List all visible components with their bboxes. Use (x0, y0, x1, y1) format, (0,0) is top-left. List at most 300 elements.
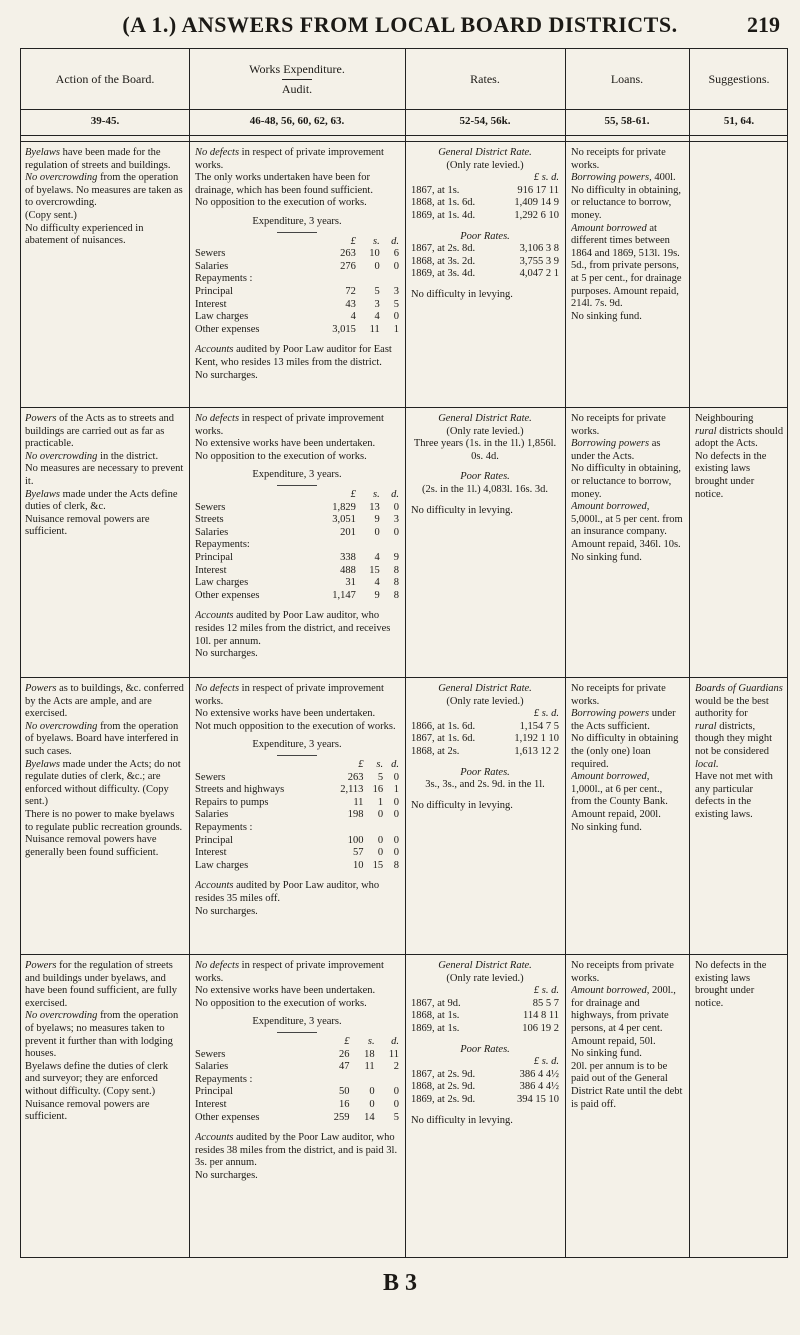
loans-line-emph: Amount borrowed, (571, 771, 650, 783)
works-line (195, 147, 399, 172)
expenditure-table: £ s. d. Sewers 263 10 6 Salaries 276 0 0 Repayments : Principal 72 5 3 Interest 43 3 5 Law charges 4 4 0 Other expenses 3,015 11 1 (195, 235, 399, 335)
expense-amount: 0 (393, 847, 399, 859)
col-head-loans: Loans. (610, 71, 644, 86)
action-line-text: from the operation of byelaws; no measures taken to prevent it further than with lodging houses. (25, 1010, 179, 1060)
expenditure-row (195, 1086, 399, 1099)
expense-amount: 15 (372, 859, 384, 871)
district-rate-text: Three years (1s. in the 1l.) 1,856l. 0s. 4d. (413, 438, 557, 462)
expense-amount: 1,147 (332, 589, 356, 601)
suggestion-line (695, 683, 785, 721)
expense-amount: 3,051 (332, 514, 356, 526)
rates-note: No difficulty in levying. (411, 288, 513, 300)
poor-rate-title: Poor Rates. (460, 766, 510, 778)
action-line-text: No measures are necessary to prevent it. (25, 463, 184, 487)
loans-line (571, 413, 683, 438)
expense-amount: 1 (377, 796, 384, 808)
col-divider (189, 49, 190, 1257)
works-line-text: No extensive works have been undertaken. (195, 438, 376, 450)
works-line-text: The only works undertaken have been for drainage, which has been found sufficient. (195, 172, 373, 196)
audit-line-text: No surcharges. (195, 369, 258, 381)
audit-line (195, 370, 399, 383)
rate-label: 1868, at 3s. 2d. (411, 255, 476, 267)
expense-amount (383, 822, 399, 835)
expense-amount: 4 (374, 551, 380, 563)
expense-amount: 8 (393, 589, 399, 601)
expense-amount (309, 539, 356, 552)
loans-line-emph: Borrowing powers, (571, 172, 652, 184)
action-line-text: have been made for the regulation of streets and buildings. (25, 147, 171, 171)
expense-amount: 9 (374, 589, 380, 601)
audit-line-text: audited by Poor Law auditor, who resides 35 miles off. (195, 880, 380, 904)
expenditure-row (195, 565, 399, 578)
expense-amount: 47 (339, 1061, 350, 1073)
suggestion-line (695, 721, 785, 759)
action-line (25, 683, 185, 721)
expenditure-title: Expenditure, 3 years. (252, 1016, 342, 1028)
rate-amount: 85 5 7 (532, 997, 559, 1009)
loans-line (571, 822, 683, 835)
rate-row (411, 733, 559, 746)
suggestions-cell (695, 413, 785, 501)
expenditure-row (195, 248, 399, 261)
loans-line (571, 311, 683, 324)
expense-amount: 263 (347, 771, 364, 783)
expenditure-row (195, 822, 399, 835)
rate-row (411, 998, 559, 1011)
audit-line-text: No surcharges. (195, 905, 258, 917)
action-line (25, 834, 185, 859)
rates-note: No difficulty in levying. (411, 799, 513, 811)
suggestion-line (695, 451, 785, 501)
expense-label: Repayments : (195, 821, 253, 833)
district-rate-table (411, 185, 559, 223)
expense-amount (356, 539, 380, 552)
rate-label: 1867, at 1s. 6d. (411, 733, 476, 745)
expense-label: Interest (195, 847, 227, 859)
ref-rates: 52-54, 56k. (459, 115, 511, 127)
expenditure-row (195, 286, 399, 299)
works-line-text: No extensive works have been undertaken. (195, 708, 376, 720)
expense-amount: 11 (369, 323, 380, 335)
expense-amount: 263 (340, 248, 356, 260)
expense-amount: 50 (339, 1086, 350, 1098)
audit-line (195, 880, 399, 905)
works-line-emph: No defects (195, 683, 240, 694)
expense-amount: 1 (393, 784, 399, 796)
district-rate-title: General District Rate. (438, 683, 532, 694)
separator (277, 1032, 317, 1033)
action-line-text: of the Acts as to streets and buildings are carried out as far as practicable. (25, 413, 175, 450)
audit-line (195, 610, 399, 648)
action-line-emph: Byelaws (25, 488, 60, 500)
row-divider (21, 407, 787, 408)
rate-amount: 106 19 2 (522, 1022, 559, 1034)
expense-amount (356, 273, 380, 286)
expenditure-title: Expenditure, 3 years. (252, 215, 342, 227)
action-line (25, 147, 185, 172)
action-cell (25, 147, 185, 248)
action-line (25, 1099, 185, 1124)
works-line-text: No opposition to the execution of works. (195, 197, 367, 209)
rate-amount: 114 8 11 (523, 1010, 559, 1022)
rate-amount: 1,409 14 9 (514, 197, 559, 209)
expense-label: Salaries (195, 1061, 229, 1073)
expense-label: Other expenses (195, 589, 260, 601)
loans-line (571, 771, 683, 821)
expense-amount: 26 (339, 1048, 350, 1060)
audit-line-text: audited by Poor Law auditor for East Kent, who resides 13 miles from the district. (195, 344, 392, 368)
action-line-text: Byelaws define the duties of clerk and surveyor; they are enforced without difficulty. (Copy sent.) (25, 1060, 169, 1097)
audit-line (195, 906, 399, 919)
separator (277, 232, 317, 233)
expenditure-table: £ s. d. Sewers 263 5 0 Streets and highways 2,113 16 1 Repairs to pumps 11 1 0 Salaries 198 0 0 Repayments : Principal 100 0 0 Interest 57 0 0 Law charges 10 15 8 (195, 758, 399, 871)
action-line-text: There is no power to make byelaws to regulate public recreation grounds. (25, 808, 183, 833)
expense-label: Sewers (195, 501, 226, 513)
rate-amount: 386 4 4½ (519, 1068, 559, 1080)
expenditure-table: £ s. d. Sewers 1,829 13 0 Streets 3,051 9 3 Salaries 201 0 0 Repayments: Principal 338 4 9 Interest 488 15 8 Law charges 31 4 8 Other expenses 1,147 9 8 (195, 488, 399, 601)
suggestion-line (695, 960, 785, 1010)
suggestion-line-text: Have not met with any particular defects in the existing laws. (695, 771, 773, 820)
suggestion-line-text: would be the best authority for (695, 695, 769, 720)
expense-label: Salaries (195, 260, 229, 272)
expense-amount: 11 (364, 1061, 375, 1073)
expenditure-row (195, 261, 399, 274)
expense-amount: 6 (393, 248, 399, 260)
expense-label: Sewers (195, 1048, 226, 1060)
expense-amount: 0 (374, 526, 380, 538)
expenditure-row (195, 552, 399, 565)
expenditure-row (195, 1061, 399, 1074)
expense-amount: 0 (377, 847, 384, 859)
rate-label: 1868, at 1s. 6d. (411, 197, 476, 209)
suggestion-line (695, 413, 785, 426)
rate-amount: 386 4 4½ (519, 1081, 559, 1093)
rate-row (411, 185, 559, 198)
expense-amount (375, 1074, 399, 1087)
refs-divider (21, 135, 787, 136)
expense-amount: 4 (374, 311, 380, 323)
expense-label: Principal (195, 285, 233, 297)
audit-line-text: audited by Poor Law auditor, who resides 12 miles from the district, and receives 10l. per annum. (195, 610, 391, 647)
district-rate-sub: (Only rate levied.) (446, 425, 524, 437)
ref-loans: 55, 58-61. (604, 115, 650, 127)
rate-amount: 1,292 6 10 (514, 209, 559, 221)
suggestion-line-emph: rural (695, 720, 717, 732)
expense-amount: 0 (377, 834, 384, 846)
district-rate-sub: (Only rate levied.) (446, 972, 524, 984)
loans-cell (571, 960, 683, 1111)
action-line (25, 451, 185, 464)
expense-label: Interest (195, 298, 227, 310)
works-line (195, 451, 399, 464)
poor-rate-title: Poor Rates. (460, 230, 510, 242)
expense-label: Streets and highways (195, 784, 285, 796)
rate-amount: 394 15 10 (517, 1093, 559, 1105)
rate-label: 1867, at 9d. (411, 997, 461, 1009)
loans-line (571, 1048, 683, 1061)
rate-label: 1869, at 3s. 4d. (411, 268, 476, 280)
expense-amount: 338 (340, 551, 356, 563)
expense-label: Law charges (195, 859, 249, 871)
expenditure-row (195, 502, 399, 515)
district-rate-title: General District Rate. (438, 147, 532, 158)
loans-line (571, 501, 683, 551)
action-line-text: made under the Acts define duties of clerk, &c. (25, 488, 178, 513)
expenditure-row (195, 577, 399, 590)
expense-amount: 0 (393, 834, 399, 846)
audit-line (195, 1170, 399, 1183)
expense-amount: 3 (393, 514, 399, 526)
expense-amount: 0 (393, 526, 399, 538)
loans-cell (571, 683, 683, 834)
rate-label: 1868, at 2s. (411, 745, 460, 757)
loans-line-text: 1,000l., at 6 per cent., from the County Bank. Amount repaid, 200l. (571, 783, 668, 820)
expense-amount: 11 (353, 796, 364, 808)
lsd-header: £ s. d. (533, 172, 559, 184)
loans-line (571, 552, 683, 565)
expenditure-row (195, 797, 399, 810)
expense-amount: 0 (393, 260, 399, 272)
rates-cell (411, 413, 559, 517)
rate-amount: 4,047 2 1 (519, 268, 559, 280)
expense-amount: 0 (377, 809, 384, 821)
action-line-text: Nuisance removal powers are sufficient. (25, 513, 150, 538)
expense-amount: 16 (339, 1098, 350, 1110)
loans-line-text: 200l., for drainage and highways, from private persons, at 4 per cent. Amount repaid, 50l. (571, 985, 676, 1047)
works-line-emph: No defects (195, 960, 240, 971)
rate-row (411, 1069, 559, 1082)
poor-rate-text: (2s. in the 1l.) 4,083l. 16s. 3d. (422, 483, 548, 495)
action-line (25, 413, 185, 451)
expense-amount: 8 (393, 564, 399, 576)
answers-table (20, 48, 788, 1258)
row-divider (21, 954, 787, 955)
expense-amount: 8 (393, 859, 399, 871)
expense-amount: 1,829 (332, 501, 356, 513)
rate-amount: 1,613 12 2 (514, 745, 559, 757)
works-line-emph: No defects (195, 413, 240, 424)
poor-rate-table (411, 1069, 559, 1107)
expense-amount: 198 (347, 809, 364, 821)
loans-line (571, 147, 683, 172)
expense-amount: 2,113 (340, 784, 364, 796)
expense-amount: 11 (388, 1048, 399, 1060)
expense-amount: 3,015 (332, 323, 356, 335)
action-line-emph: Powers (25, 683, 57, 694)
expense-label: Repayments: (195, 539, 250, 551)
expense-amount (380, 273, 399, 286)
loans-line-emph: Borrowing powers (571, 708, 650, 720)
expenditure-row (195, 809, 399, 822)
rates-note: No difficulty in levying. (411, 1114, 513, 1126)
expense-amount: 201 (340, 526, 356, 538)
suggestion-line (695, 426, 785, 451)
expense-amount: 31 (345, 577, 356, 589)
expense-amount: 10 (352, 859, 364, 871)
ref-suggestions: 51, 64. (723, 115, 755, 127)
loans-line-text: 400l. (651, 172, 676, 184)
action-line-text: Nuisance removal powers have generally been found sufficient. (25, 834, 159, 858)
rate-label: 1867, at 2s. 9d. (411, 1068, 476, 1080)
rate-label: 1869, at 1s. (411, 1022, 460, 1034)
col-head-suggestions: Suggestions. (708, 71, 770, 86)
expense-label: Law charges (195, 311, 249, 323)
rates-cell (411, 683, 559, 812)
works-line-emph: No defects (195, 147, 240, 158)
loans-line-text: as under the Acts. (571, 438, 661, 462)
suggestions-cell (695, 683, 785, 822)
poor-rate-title: Poor Rates. (460, 1043, 510, 1055)
expense-label: Repayments : (195, 273, 253, 285)
loans-line-emph: Borrowing powers (571, 438, 650, 450)
loans-line (571, 683, 683, 708)
expense-label: Interest (195, 1098, 227, 1110)
expenditure-row (195, 539, 399, 552)
loans-line-text: No difficulty in obtaining the (only one) loan required. (571, 733, 679, 770)
expenditure-title: Expenditure, 3 years. (252, 739, 342, 751)
district-rate-sub: (Only rate levied.) (446, 159, 524, 171)
works-line-text: in respect of private improvement works. (195, 683, 384, 707)
audit-line (195, 1132, 399, 1170)
action-line (25, 759, 185, 809)
action-line-text: No difficulty experienced in abatement of nuisances. (25, 222, 144, 247)
loans-line-text: No receipts from private works. (571, 960, 674, 984)
rate-row (411, 243, 559, 256)
rate-label: 1868, at 2s. 9d. (411, 1081, 476, 1093)
rate-amount: 3,106 3 8 (519, 243, 559, 255)
rate-label: 1868, at 1s. (411, 1010, 460, 1022)
expense-amount: 8 (393, 577, 399, 589)
expense-label: Sewers (195, 248, 226, 260)
expense-amount (309, 273, 356, 286)
loans-line (571, 1061, 683, 1111)
refs-divider (21, 141, 787, 142)
expense-amount: 0 (393, 809, 399, 821)
loans-cell (571, 413, 683, 564)
action-line-text: from the operation of byelaws. Board have interfered in such cases. (25, 720, 179, 757)
rate-row (411, 746, 559, 759)
expense-label: Repayments : (195, 1073, 253, 1085)
expense-label: Sewers (195, 771, 226, 783)
expense-amount: 57 (352, 847, 364, 859)
district-rate-table (411, 721, 559, 759)
suggestion-line-text: No defects in the existing laws brought under notice. (695, 960, 767, 1009)
rate-label: 1869, at 1s. 4d. (411, 209, 476, 221)
works-line-text: No opposition to the execution of works. (195, 997, 367, 1009)
loans-line-text: at different times between 1864 and 1869, 513l. 19s. 5d., from private persons, at 5 per cent., for drainage purposes. Amount repaid, 214l. 7s. 9d. (571, 222, 682, 310)
expenditure-row (195, 514, 399, 527)
expense-amount: 5 (393, 298, 399, 310)
action-cell (25, 960, 185, 1124)
rate-row (411, 197, 559, 210)
expenditure-table: £ s. d. Sewers 26 18 11 Salaries 47 11 2 Repayments : Principal 50 0 0 Interest 16 0 0 Other expenses 259 14 5 (195, 1035, 399, 1123)
action-line (25, 210, 185, 223)
expense-amount: 0 (393, 501, 399, 513)
loans-line-text: No difficulty in obtaining, or reluctance to borrow, money. (571, 463, 682, 500)
expense-label: Law charges (195, 577, 249, 589)
rate-amount: 1,192 1 10 (514, 733, 559, 745)
suggestions-cell (695, 960, 785, 1010)
action-line (25, 809, 185, 834)
rate-label: 1867, at 1s. (411, 184, 460, 196)
works-line (195, 197, 399, 210)
action-line (25, 463, 185, 488)
expenditure-row (195, 311, 399, 324)
rates-note: No difficulty in levying. (411, 504, 513, 516)
row-divider (21, 677, 787, 678)
loans-line-text: under the Acts sufficient. (571, 708, 676, 732)
action-line-text: Nuisance removal powers are sufficient. (25, 1098, 150, 1123)
works-cell (195, 147, 399, 382)
works-cell (195, 683, 399, 918)
col-divider (565, 49, 566, 1257)
expenditure-row (195, 299, 399, 312)
expense-amount: 5 (377, 771, 384, 783)
rate-row (411, 1010, 559, 1023)
suggestion-line-text: No defects in the existing laws brought under notice. (695, 450, 767, 500)
rate-amount: 1,154 7 5 (519, 720, 559, 732)
works-line (195, 172, 399, 197)
expense-amount: 10 (369, 248, 380, 260)
action-line (25, 960, 185, 1010)
action-line-emph: Byelaws (25, 758, 60, 770)
audit-line-emph: Accounts (195, 880, 234, 892)
expense-label: Interest (195, 564, 227, 576)
expenditure-row (195, 835, 399, 848)
works-line (195, 438, 399, 451)
expense-amount: 5 (393, 1111, 399, 1123)
action-line-text: from the operation of byelaws. No measures are taken as to overcrowding. (25, 172, 183, 209)
expense-amount (315, 1074, 350, 1087)
loans-line-text: No sinking fund. (571, 1048, 642, 1060)
audit-line-text: No surcharges. (195, 1169, 258, 1181)
poor-rate-title: Poor Rates. (460, 471, 510, 483)
audit-line-emph: Accounts (195, 344, 234, 356)
action-line-text: (Copy sent.) (25, 209, 77, 221)
action-line-text: for the regulation of streets and buildings under byelaws, and have been found sufficient, are fully exercised. (25, 960, 177, 1009)
suggestion-line-text: districts should adopt the Acts. (695, 425, 784, 450)
suggestion-line-text: Neighbouring (695, 413, 754, 424)
expense-amount: 0 (393, 771, 399, 783)
expense-amount: 13 (369, 501, 380, 513)
col-head-rates: Rates. (470, 71, 500, 86)
loans-line-emph: Amount borrowed, (571, 501, 650, 513)
action-line-emph: No overcrowding (25, 1010, 98, 1022)
rate-label: 1866, at 1s. 6d. (411, 720, 476, 732)
action-line (25, 489, 185, 514)
works-cell (195, 413, 399, 661)
rate-row (411, 1081, 559, 1094)
action-line-emph: No overcrowding (25, 172, 98, 184)
expense-label: Principal (195, 1086, 233, 1098)
loans-line-emph: Amount borrowed, (571, 985, 650, 997)
action-line (25, 223, 185, 248)
works-line (195, 721, 399, 734)
suggestion-line-emph: Boards of Guardians (695, 683, 783, 694)
loans-line (571, 733, 683, 771)
separator (277, 755, 317, 756)
works-line-text: in respect of private improvement works. (195, 147, 384, 171)
loans-line-text: No sinking fund. (571, 310, 642, 322)
poor-rate-table (411, 243, 559, 281)
audit-line-text: No surcharges. (195, 648, 258, 660)
separator (277, 485, 317, 486)
loans-line (571, 960, 683, 985)
expense-amount: 0 (374, 260, 380, 272)
action-cell (25, 683, 185, 859)
loans-line (571, 438, 683, 463)
works-line (195, 708, 399, 721)
